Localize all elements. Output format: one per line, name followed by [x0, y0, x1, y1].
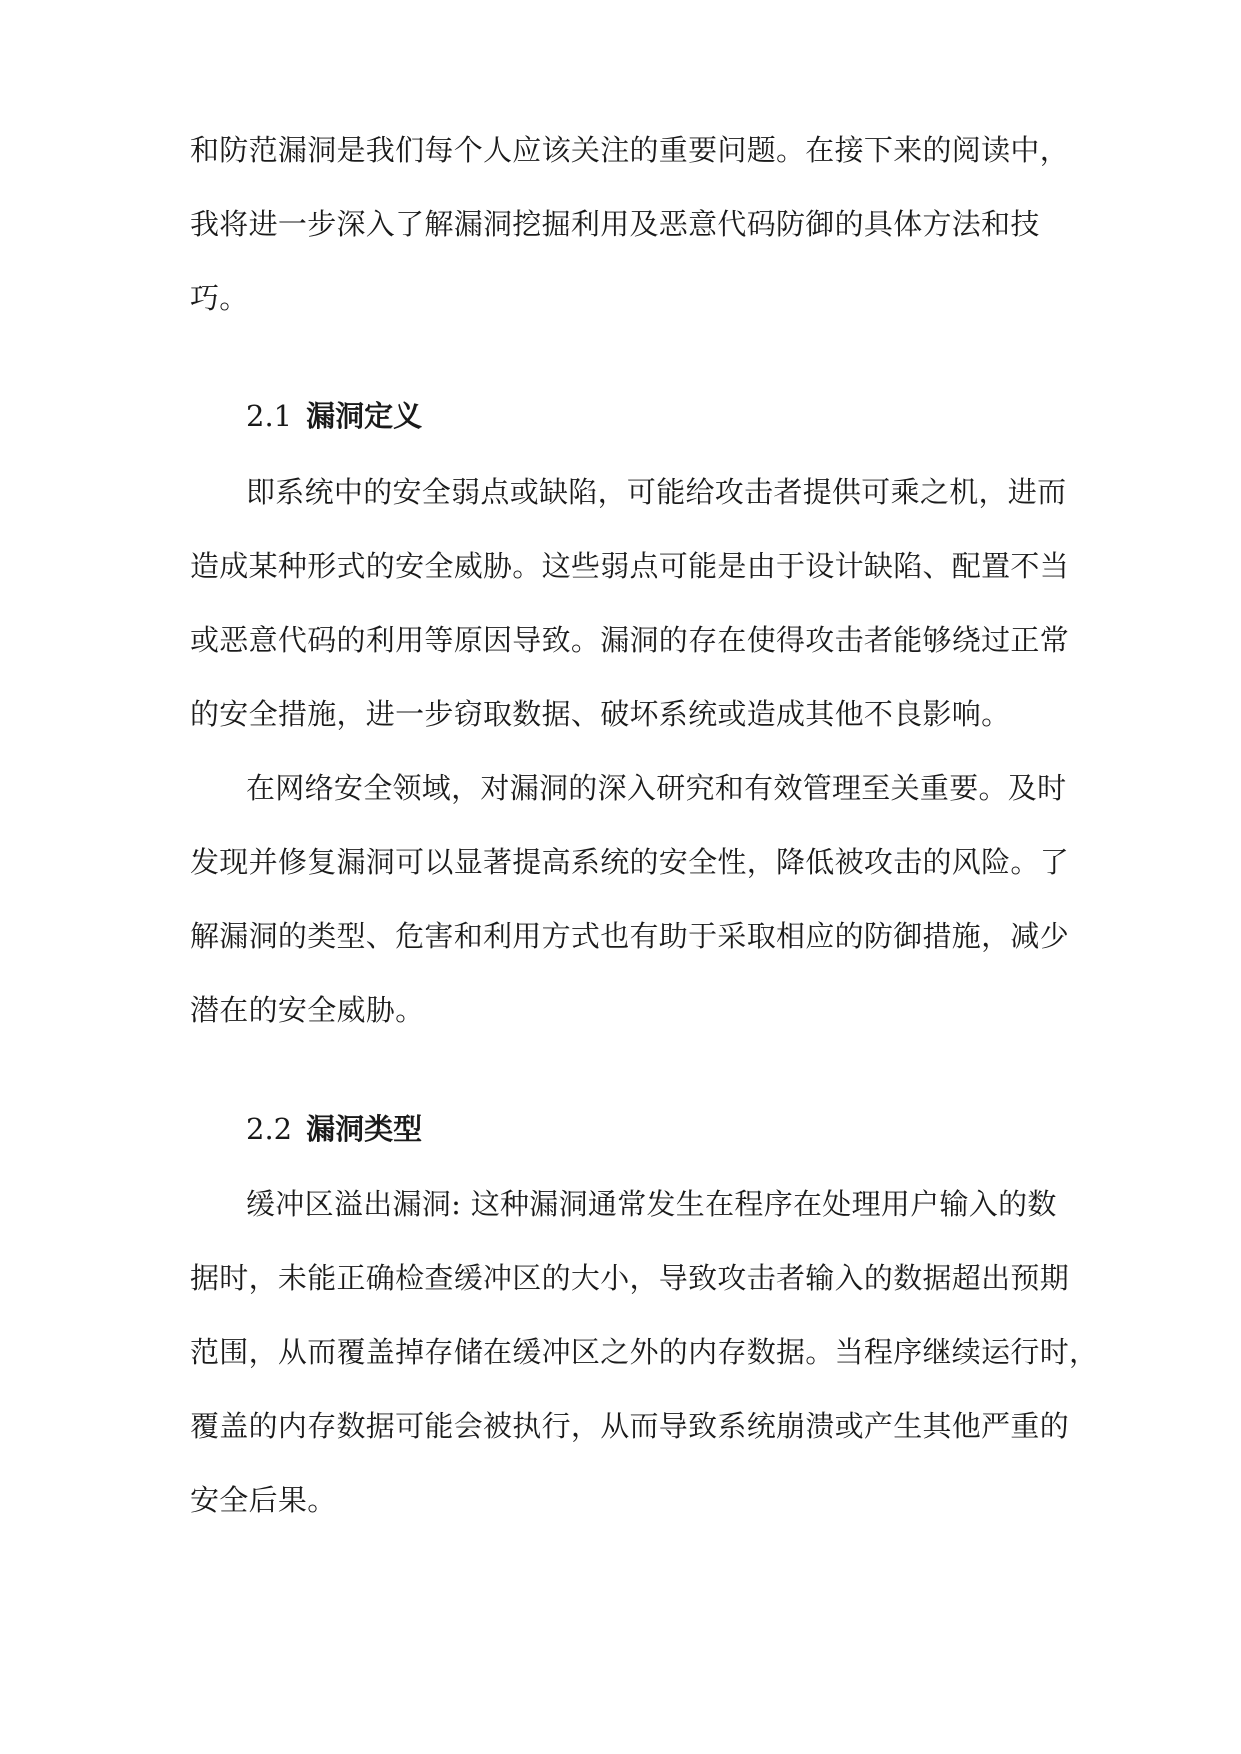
- paragraph-line: 范围，从而覆盖掉存储在缓冲区之外的内存数据。当程序继续运行时，: [190, 1335, 1099, 1369]
- paragraph-line: 即系统中的安全弱点或缺陷，可能给攻击者提供可乘之机，进而: [246, 475, 1067, 509]
- section-title: 漏洞类型: [306, 1112, 423, 1146]
- paragraph-line: 解漏洞的类型、危害和利用方式也有助于采取相应的防御措施，减少: [190, 919, 1070, 953]
- paragraph-line: 潜在的安全威胁。: [190, 993, 425, 1027]
- paragraph-line: 造成某种形式的安全威胁。这些弱点可能是由于设计缺陷、配置不当: [190, 549, 1070, 583]
- paragraph-line: 安全后果。: [190, 1483, 337, 1517]
- intro-line-2: 我将进一步深入了解漏洞挖掘利用及恶意代码防御的具体方法和技: [190, 207, 1040, 241]
- section-heading-2-1: [246, 398, 422, 434]
- intro-line-1: 和防范漏洞是我们每个人应该关注的重要问题。在接下来的阅读中，: [190, 133, 1070, 167]
- section-title: 漏洞定义: [306, 399, 423, 433]
- paragraph-line: 缓冲区溢出漏洞: 这种漏洞通常发生在程序在处理用户输入的数: [246, 1187, 1057, 1221]
- paragraph-line: 发现并修复漏洞可以显著提高系统的安全性，降低被攻击的风险。了: [190, 845, 1070, 879]
- paragraph-line: 据时，未能正确检查缓冲区的大小，导致攻击者输入的数据超出预期: [190, 1261, 1070, 1295]
- section-heading-2-2: [246, 1111, 422, 1147]
- paragraph-line: 覆盖的内存数据可能会被执行，从而导致系统崩溃或产生其他严重的: [190, 1409, 1070, 1443]
- paragraph-line: 的安全措施，进一步窃取数据、破坏系统或造成其他不良影响。: [190, 697, 1011, 731]
- section-number: 2.2: [246, 1112, 293, 1146]
- intro-line-3: 巧。: [190, 281, 249, 315]
- paragraph-line: 在网络安全领域，对漏洞的深入研究和有效管理至关重要。及时: [246, 771, 1067, 805]
- paragraph-line: 或恶意代码的利用等原因导致。漏洞的存在使得攻击者能够绕过正常: [190, 623, 1070, 657]
- section-number: 2.1: [246, 399, 293, 433]
